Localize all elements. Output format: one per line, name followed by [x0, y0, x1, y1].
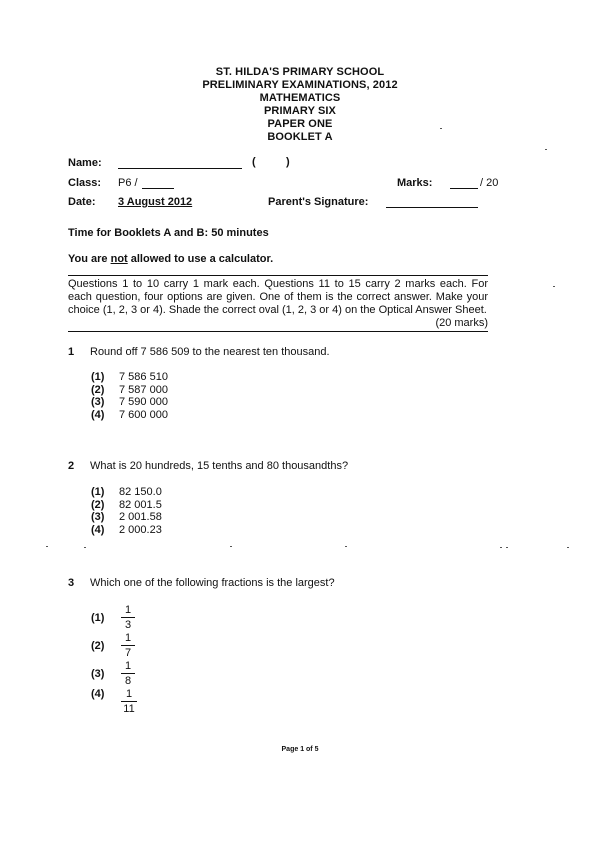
question-number: 2 [68, 460, 75, 472]
option-3[interactable] [91, 396, 168, 409]
fraction [121, 604, 135, 631]
option-value: 7 600 000 [119, 408, 168, 421]
date-label: Date: [68, 196, 96, 208]
calculator-note-emphasis: not [110, 253, 128, 265]
option-value: 2 001.58 [119, 511, 162, 523]
numerator: 1 [125, 688, 133, 700]
fraction [121, 660, 135, 687]
option-label: (3) [91, 396, 105, 408]
option-label: (4) [91, 688, 105, 700]
marks-blank[interactable] [450, 177, 478, 189]
numerator: 1 [124, 604, 132, 616]
page-number: Page 1 of 5 [281, 746, 319, 753]
fraction [121, 632, 135, 659]
option-3[interactable] [91, 511, 162, 524]
option-value: 7 590 000 [119, 396, 168, 408]
exam-header [0, 66, 600, 144]
question-text: Which one of the following fractions is the largest? [90, 577, 335, 589]
option-label: (2) [91, 498, 105, 511]
index-paren-open: ( [252, 156, 256, 168]
fraction-bar [121, 673, 135, 674]
option-label: (4) [91, 408, 105, 421]
option-label: (3) [91, 511, 105, 523]
fraction-bar [121, 645, 135, 646]
question-2-options [91, 486, 162, 536]
option-value: 82 001.5 [119, 498, 162, 511]
date-value: 3 August 2012 [118, 196, 193, 208]
exam-title: PRELIMINARY EXAMINATIONS, 2012 [202, 79, 398, 91]
question-number: 3 [68, 577, 75, 589]
class-label: Class: [68, 177, 102, 189]
option-1[interactable] [91, 486, 162, 499]
index-paren-close: ) [286, 156, 290, 168]
instructions-marks: (20 marks) [435, 317, 488, 329]
option-label: (4) [91, 523, 105, 536]
class-blank[interactable] [142, 177, 174, 189]
option-value: 7 587 000 [119, 383, 168, 396]
calculator-note-after: allowed to use a calculator. [127, 253, 274, 265]
denominator: 8 [124, 675, 132, 687]
option-label: (1) [91, 371, 105, 383]
question-1-options [91, 371, 168, 421]
marks-total: / 20 [480, 177, 499, 189]
denominator: 11 [123, 703, 135, 715]
question-text: Round off 7 586 509 to the nearest ten thousand. [90, 346, 330, 358]
booklet: BOOKLET A [267, 131, 333, 143]
calculator-note-before: You are [68, 253, 111, 265]
option-2[interactable] [91, 499, 162, 512]
option-value: 2 000.23 [119, 523, 162, 536]
option-1[interactable] [91, 371, 168, 384]
numerator: 1 [124, 632, 132, 644]
level: PRIMARY SIX [263, 105, 336, 117]
class-value: P6 / [118, 177, 138, 189]
option-label: (2) [91, 640, 105, 652]
question-text: What is 20 hundreds, 15 tenths and 80 thousandths? [90, 460, 349, 472]
parent-signature-blank[interactable] [386, 196, 478, 208]
paper: PAPER ONE [267, 118, 333, 130]
option-label: (1) [91, 612, 105, 624]
denominator: 3 [124, 619, 132, 631]
option-value: 7 586 510 [119, 371, 168, 383]
denominator: 7 [124, 647, 132, 659]
fraction-bar [121, 701, 137, 702]
option-4[interactable] [91, 409, 168, 422]
option-label: (2) [91, 383, 105, 396]
numerator: 1 [124, 660, 132, 672]
option-label: (1) [91, 486, 105, 498]
option-4[interactable] [91, 524, 162, 537]
calculator-note [68, 253, 273, 265]
name-label: Name: [68, 157, 102, 169]
instructions-text: Questions 1 to 10 carry 1 mark each. Questions 11 to 15 carry 2 marks each. For each question, four options are given. One of them is the correct answer. Make your choice (1, 2, 3 or 4). Shade the correct oval (1, 2, 3 or 4) on the Optical Answer Sheet. [68, 278, 488, 316]
name-blank[interactable] [118, 157, 242, 169]
option-2[interactable] [91, 384, 168, 397]
parent-signature-label: Parent's Signature: [268, 196, 369, 208]
fraction-bar [121, 617, 135, 618]
subject: MATHEMATICS [259, 92, 341, 104]
school-name: ST. HILDA'S PRIMARY SCHOOL [215, 66, 385, 78]
option-value: 82 150.0 [119, 486, 162, 498]
question-number: 1 [68, 346, 75, 358]
time-note: Time for Booklets A and B: 50 minutes [68, 227, 269, 239]
fraction [121, 688, 137, 715]
option-label: (3) [91, 668, 105, 680]
marks-label: Marks: [397, 177, 433, 189]
instructions-box [68, 275, 488, 332]
